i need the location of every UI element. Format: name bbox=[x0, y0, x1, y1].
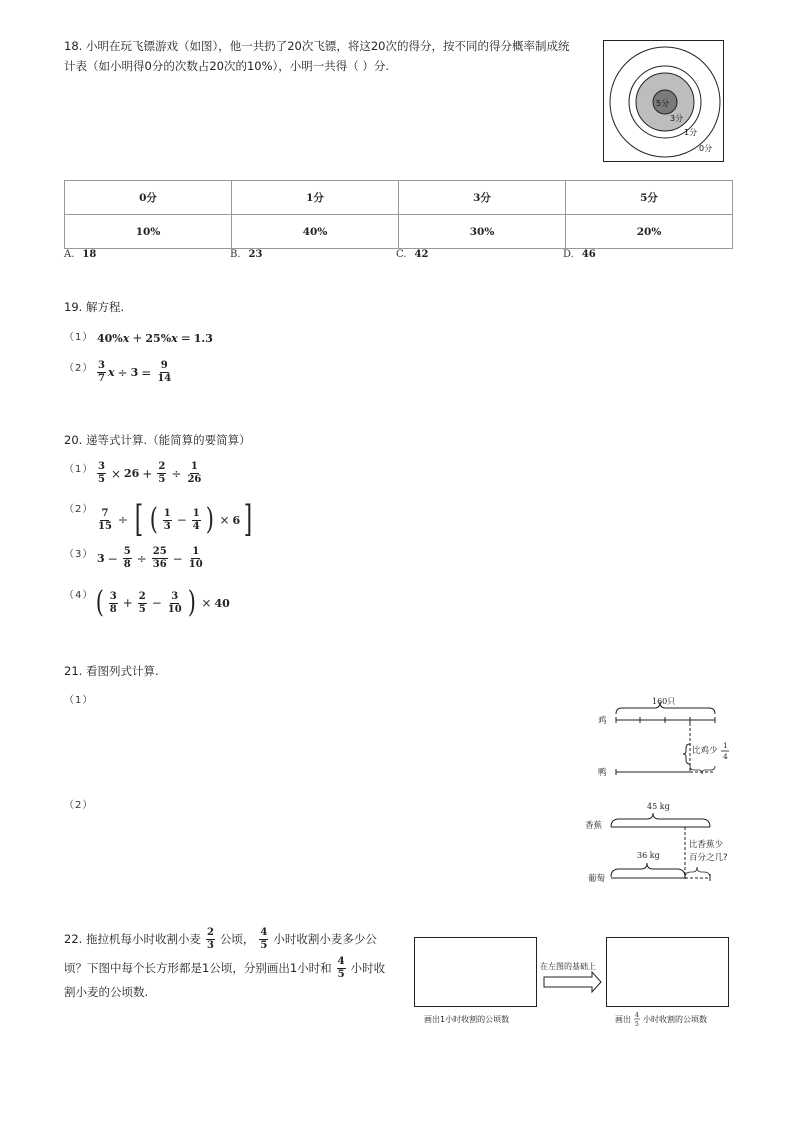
right-bracket: ] bbox=[243, 499, 253, 540]
numerator: 1 bbox=[190, 461, 198, 472]
fraction bbox=[97, 360, 106, 385]
hectare-diagram bbox=[412, 935, 732, 1030]
fraction bbox=[109, 591, 118, 616]
diff-label-1: 比香蕉少 bbox=[689, 840, 724, 850]
label-1: 1分 bbox=[684, 128, 698, 137]
table-cell: 40% bbox=[232, 215, 399, 249]
q22-line3: 割小麦的公顷数. bbox=[64, 985, 149, 999]
frac-den: 4 bbox=[723, 752, 728, 761]
diff-label-2: 百分之几? bbox=[689, 853, 728, 863]
fraction bbox=[186, 461, 202, 486]
numerator: 2 bbox=[158, 461, 166, 472]
numerator: 2 bbox=[206, 926, 214, 938]
numerator: 5 bbox=[123, 546, 131, 557]
chicken-duck-diagram bbox=[592, 690, 742, 780]
q20-expression-4 bbox=[93, 585, 230, 620]
q19-item2-label: （2） bbox=[64, 363, 94, 374]
caption-right-b: 小时收割的公顷数 bbox=[643, 1015, 707, 1024]
option-letter: D. bbox=[563, 249, 574, 260]
denominator: 15 bbox=[98, 520, 112, 532]
arrow-label: 在左图的基础上 bbox=[540, 962, 596, 971]
diff-label: 比鸡少 bbox=[692, 746, 718, 756]
option-letter: C. bbox=[396, 249, 407, 260]
banana-weight: 45 kg bbox=[647, 802, 670, 811]
option-c[interactable] bbox=[396, 249, 428, 260]
q21-item1-label: （1） bbox=[64, 695, 94, 706]
q22-text: 小时收 bbox=[350, 961, 386, 975]
denominator: 5 bbox=[138, 603, 146, 615]
table-row bbox=[65, 215, 733, 249]
operator: = bbox=[141, 365, 152, 380]
q22-line2 bbox=[64, 955, 385, 981]
operator: − bbox=[107, 551, 118, 566]
left-bracket: [ bbox=[134, 499, 144, 540]
label-3: 3分 bbox=[670, 114, 684, 123]
option-b[interactable] bbox=[230, 249, 262, 260]
fraction bbox=[152, 546, 168, 571]
q22-text: 顷？下图中每个长方形都是1公顷，分别画出1小时和 bbox=[64, 961, 332, 975]
table-row bbox=[65, 181, 733, 215]
fraction bbox=[138, 591, 147, 616]
operator: + bbox=[122, 596, 133, 610]
denominator: 3 bbox=[206, 939, 214, 951]
numerator: 3 bbox=[98, 461, 105, 472]
caption-left: 画出1小时收割的公顷数 bbox=[424, 1015, 510, 1024]
banana-label: 香蕉 bbox=[585, 821, 603, 831]
denominator: 14 bbox=[157, 373, 172, 384]
grape-label: 葡萄 bbox=[588, 874, 606, 884]
operator: ÷ bbox=[171, 466, 182, 481]
q21-title: 21. 看图列式计算. bbox=[64, 664, 159, 678]
numerator: 1 bbox=[163, 507, 171, 519]
q20-expression-1 bbox=[95, 461, 204, 486]
numerator: 3 bbox=[98, 360, 105, 371]
missing-brace bbox=[690, 766, 715, 774]
term: 3 bbox=[97, 552, 105, 565]
term: 1.3 bbox=[193, 331, 213, 345]
term: 26 bbox=[124, 467, 140, 480]
operator: = bbox=[180, 331, 191, 345]
label-0: 0分 bbox=[699, 144, 713, 153]
right-arrow-icon bbox=[544, 972, 601, 992]
fraction bbox=[97, 508, 113, 533]
fraction bbox=[167, 591, 183, 616]
score-table bbox=[64, 180, 733, 249]
operator: × bbox=[219, 513, 230, 527]
numerator: 4 bbox=[337, 955, 345, 967]
caption-frac-den: 5 bbox=[635, 1021, 639, 1028]
q20-title: 20. 递等式计算.（能简算的要简算） bbox=[64, 433, 251, 447]
table-header-cell: 1分 bbox=[232, 181, 399, 215]
q19-equation-2 bbox=[95, 360, 174, 385]
fraction bbox=[188, 546, 204, 571]
q19-title: 19. 解方程. bbox=[64, 300, 125, 314]
option-a[interactable] bbox=[64, 249, 96, 260]
q20-item3-label: （3） bbox=[64, 549, 94, 560]
table-header-cell: 5分 bbox=[566, 181, 733, 215]
q22-line1 bbox=[64, 926, 377, 952]
left-rectangle[interactable] bbox=[415, 938, 537, 1007]
operator: − bbox=[151, 596, 162, 610]
operator: − bbox=[176, 513, 187, 527]
denominator: 8 bbox=[123, 559, 131, 570]
denominator: 8 bbox=[109, 603, 117, 615]
table-cell: 20% bbox=[566, 215, 733, 249]
denominator: 26 bbox=[187, 474, 202, 485]
term: 6 bbox=[232, 513, 241, 527]
q22-text: 小时收割小麦多少公 bbox=[273, 932, 377, 946]
option-value: 42 bbox=[414, 249, 429, 260]
numerator: 2 bbox=[138, 590, 146, 602]
table-header-cell: 3分 bbox=[399, 181, 566, 215]
operator: ÷ bbox=[136, 551, 147, 566]
term: 3 bbox=[130, 366, 139, 379]
variable: x bbox=[122, 331, 130, 345]
term: 40 bbox=[214, 596, 230, 610]
fraction bbox=[97, 461, 106, 486]
denominator: 5 bbox=[260, 939, 268, 951]
option-letter: A. bbox=[64, 249, 75, 260]
fraction bbox=[156, 360, 172, 385]
table-cell: 10% bbox=[65, 215, 232, 249]
duck-label: 鸭 bbox=[598, 768, 607, 778]
denominator: 5 bbox=[158, 474, 166, 485]
numerator: 1 bbox=[192, 546, 200, 557]
dartboard-figure bbox=[603, 40, 725, 163]
caption-right-a: 画出 bbox=[615, 1015, 631, 1024]
fraction bbox=[192, 508, 201, 533]
denominator: 3 bbox=[163, 520, 171, 532]
term: 25% bbox=[145, 331, 172, 345]
q20-item4-label: （4） bbox=[64, 590, 94, 601]
banana-brace bbox=[611, 813, 710, 827]
variable: x bbox=[107, 366, 115, 379]
operator: + bbox=[142, 466, 153, 481]
operator: − bbox=[172, 551, 183, 566]
fraction bbox=[123, 546, 132, 571]
q20-item1-label: （1） bbox=[64, 464, 94, 475]
numerator: 3 bbox=[171, 590, 179, 602]
left-paren: ( bbox=[95, 585, 104, 620]
fraction bbox=[259, 927, 268, 952]
denominator: 36 bbox=[152, 559, 167, 570]
label-5: 5分 bbox=[656, 99, 670, 108]
frac-num: 1 bbox=[723, 741, 728, 750]
q19-equation-1 bbox=[97, 331, 213, 345]
operator: ÷ bbox=[117, 365, 128, 380]
q18-text-line2: 计表（如小明得0分的次数占20次的10%），小明一共得（ ）分. bbox=[64, 59, 390, 73]
right-paren: ) bbox=[205, 502, 214, 537]
q18-text-line1: 18. 小明在玩飞镖游戏（如图），他一共扔了20次飞镖，将这20次的得分，按不同的得分概率制成统 bbox=[64, 39, 570, 53]
numerator: 25 bbox=[152, 546, 167, 557]
operator: × bbox=[201, 596, 212, 610]
right-paren: ) bbox=[187, 585, 196, 620]
denominator: 10 bbox=[188, 559, 203, 570]
left-paren: ( bbox=[149, 502, 158, 537]
operator: + bbox=[132, 331, 143, 345]
operator: ÷ bbox=[117, 513, 128, 527]
total-label: 160只 bbox=[652, 697, 676, 706]
numerator: 9 bbox=[160, 360, 168, 371]
denominator: 5 bbox=[98, 474, 105, 485]
denominator: 7 bbox=[98, 373, 105, 384]
fraction bbox=[337, 956, 346, 981]
q22-text: 公顷， bbox=[219, 932, 255, 946]
q22-text: 22. 拖拉机每小时收割小麦 bbox=[64, 932, 201, 946]
denominator: 4 bbox=[192, 520, 200, 532]
option-value: 46 bbox=[581, 249, 596, 260]
q20-expression-3 bbox=[97, 546, 206, 571]
fraction bbox=[206, 927, 215, 952]
fraction bbox=[163, 508, 172, 533]
option-d[interactable] bbox=[563, 249, 596, 260]
term: 40% bbox=[97, 331, 123, 345]
chicken-label: 鸡 bbox=[598, 716, 607, 726]
grape-brace bbox=[611, 863, 685, 877]
table-header-cell: 0分 bbox=[65, 181, 232, 215]
fraction bbox=[157, 461, 166, 486]
missing-brace bbox=[685, 867, 710, 878]
denominator: 10 bbox=[167, 603, 182, 615]
option-value: 23 bbox=[248, 249, 263, 260]
numerator: 7 bbox=[101, 507, 109, 519]
numerator: 3 bbox=[109, 590, 117, 602]
operator: × bbox=[110, 466, 122, 481]
q19-item1-label: （1） bbox=[64, 332, 94, 343]
denominator: 5 bbox=[337, 968, 345, 980]
caption-frac-num: 4 bbox=[635, 1012, 639, 1019]
right-rectangle[interactable] bbox=[607, 938, 729, 1007]
option-letter: B. bbox=[230, 249, 241, 260]
numerator: 4 bbox=[260, 926, 268, 938]
option-value: 18 bbox=[82, 249, 97, 260]
q21-item2-label: （2） bbox=[64, 800, 94, 811]
banana-grape-diagram bbox=[585, 797, 745, 887]
q20-item2-label: （2） bbox=[64, 504, 94, 515]
table-cell: 30% bbox=[399, 215, 566, 249]
variable: x bbox=[171, 331, 178, 345]
numerator: 1 bbox=[192, 507, 200, 519]
diff-brace bbox=[683, 744, 690, 764]
q20-expression-2 bbox=[95, 499, 256, 540]
grape-weight: 36 kg bbox=[637, 851, 660, 860]
